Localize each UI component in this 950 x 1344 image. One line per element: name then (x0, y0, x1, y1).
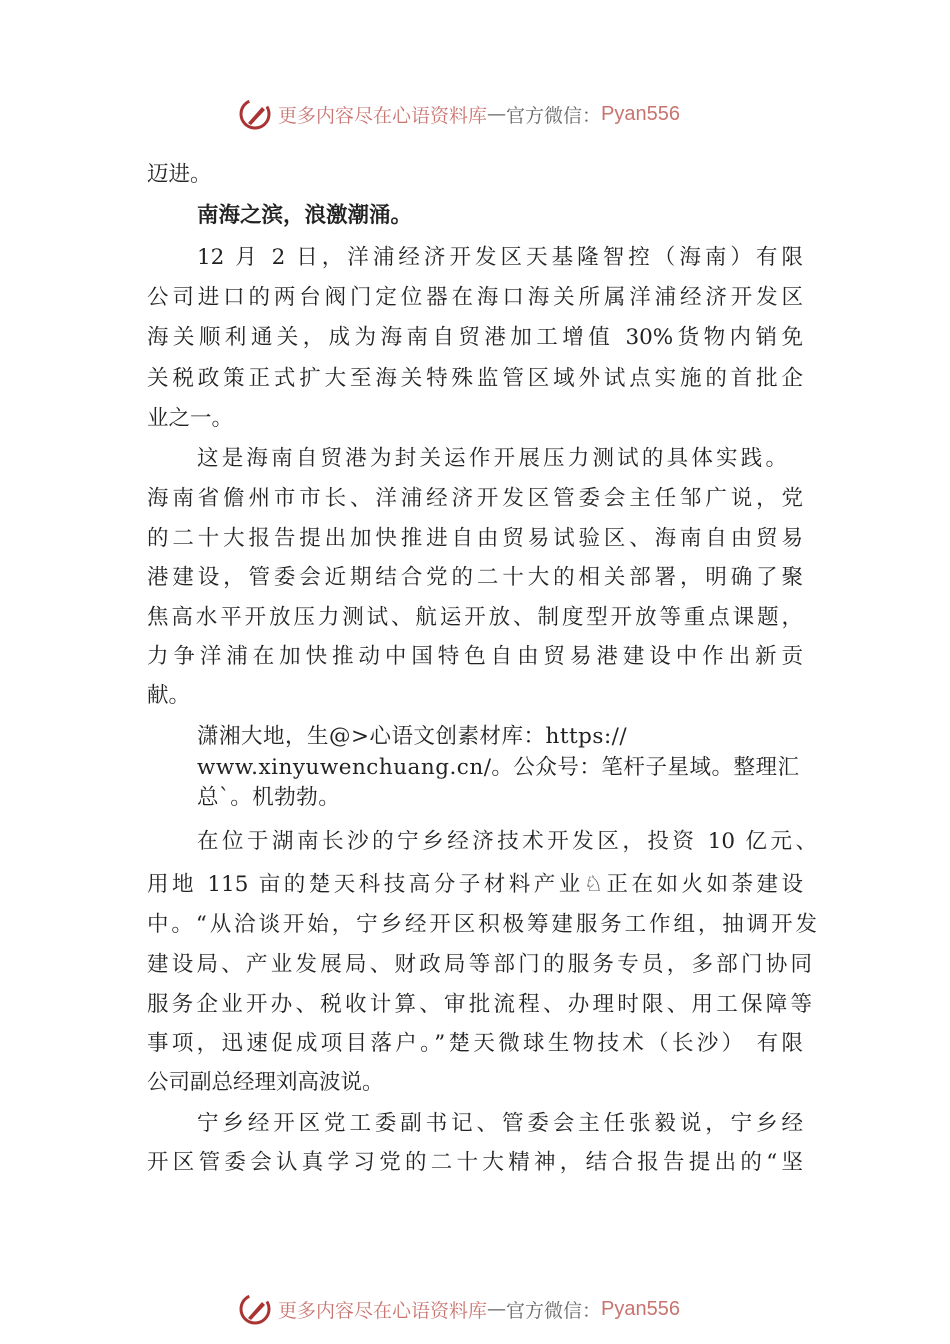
text-line: 公司进口的两台阀门定位器在海口海关所属洋浦经济开发区 (147, 285, 803, 310)
footer-watermark (238, 1291, 680, 1327)
text-line: 总`。机勃勃。 (197, 785, 341, 810)
text-line: 迈进。 (147, 162, 212, 187)
watermark-sep: — (487, 1298, 507, 1320)
section-heading: 南海之滨，浪激潮涌。 (197, 203, 413, 228)
pen-logo-icon (238, 97, 272, 131)
text-line: 海关顺利通关，成为海南自贸港加工增值 30%货物内销免 (147, 325, 803, 350)
text-line: 服务企业开办、税收计算、审批流程、办理时限、用工保障等 (147, 992, 812, 1017)
text-line: 在位于湖南长沙的宁乡经济技术开发区，投资 10 亿元、 (197, 829, 817, 854)
watermark-id: Pyan556 (601, 1297, 680, 1320)
text-line: 海南省儋州市市长、洋浦经济开发区管委会主任邹广说，党 (147, 486, 803, 511)
text-line: 的二十大报告提出加快推进自由贸易试验区、海南自由贸易 (147, 526, 803, 551)
text-line: 业之一。 (147, 406, 234, 431)
text-line: 献。 (147, 683, 191, 708)
text-line: 港建设，管委会近期结合党的二十大的相关部署，明确了聚 (147, 565, 803, 590)
watermark-brand: 更多内容尽在心语资料库 (278, 104, 488, 127)
text-line: 公司副总经理刘高波说。 (147, 1070, 384, 1095)
header-watermark (238, 96, 680, 132)
pen-logo-icon (238, 1292, 272, 1326)
text-line: 关税政策正式扩大至海关特殊监管区域外试点实施的首批企 (147, 366, 803, 391)
text-line: 事项，迅速促成项目落户。”楚天微球生物技术（长沙） 有限 (147, 1031, 803, 1056)
watermark-id: Pyan556 (601, 102, 680, 125)
watermark-label: 官方微信： (506, 104, 602, 127)
text-line: 中。“从洽谈开始，宁乡经开区积极筹建服务工作组，抽调开发 (147, 912, 817, 937)
text-line: 宁乡经开区党工委副书记、管委会主任张毅说，宁乡经 (197, 1111, 803, 1136)
text-line: 潇湘大地，生@>心语文创素材库：https:// (197, 724, 628, 749)
watermark-brand: 更多内容尽在心语资料库 (278, 1299, 488, 1322)
watermark-sep: — (487, 103, 507, 125)
text-line: 建设局、产业发展局、财政局等部门的服务专员，多部门协同 (147, 952, 812, 977)
watermark-label: 官方微信： (506, 1299, 602, 1322)
text-line: www.xinyuwenchuang.cn/。公众号：笔杆子星域。整理汇 (197, 755, 800, 780)
text-line: 用地 115 亩的楚天科技高分子材料产业♘正在如火如荼建设 (147, 872, 803, 897)
text-line: 焦高水平开放压力测试、航运开放、制度型开放等重点课题， (147, 605, 803, 630)
text-line: 12 月 2 日，洋浦经济开发区天基隆智控（海南）有限 (197, 245, 803, 270)
text-line: 这是海南自贸港为封关运作开展压力测试的具体实践。 (197, 446, 787, 471)
text-line: 力争洋浦在加快推动中国特色自由贸易港建设中作出新贡 (147, 644, 803, 669)
text-line: 开区管委会认真学习党的二十大精神，结合报告提出的“坚 (147, 1150, 803, 1175)
